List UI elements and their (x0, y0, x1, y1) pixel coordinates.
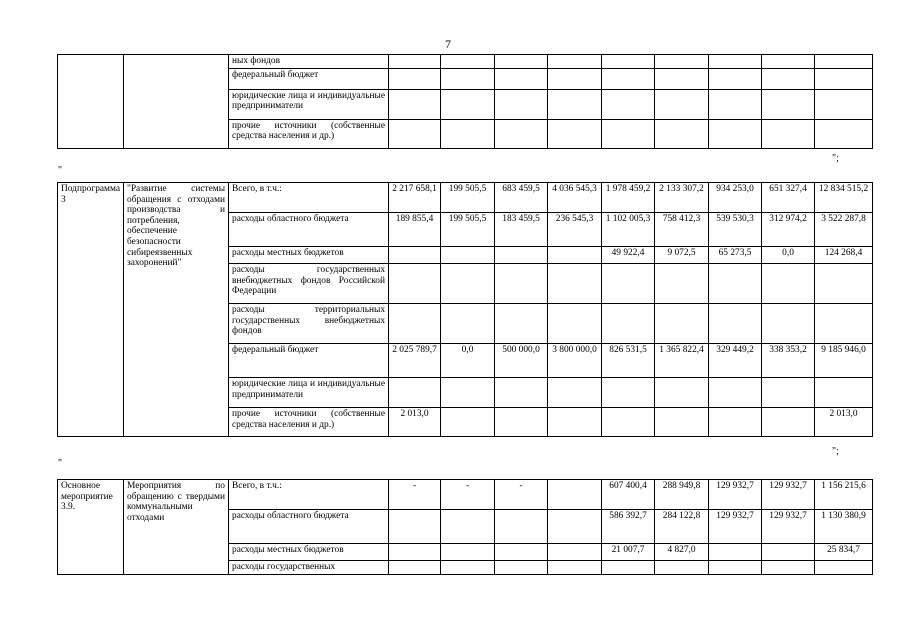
value-cell (389, 378, 441, 408)
funding-source-label: прочие источники (собственные средства населения и др.) (229, 408, 389, 437)
value-cell (709, 304, 762, 344)
funding-source-label: прочие источники (собственные средства населения и др.) (229, 119, 389, 148)
funding-source-label: юридические лица и индивидуальные предприниматели (229, 89, 389, 119)
value-cell: 586 392,7 (602, 510, 655, 544)
value-cell (441, 247, 495, 264)
value-cell (441, 561, 495, 575)
empty-cell (124, 55, 229, 149)
value-cell: 2 133 307,2 (655, 183, 709, 213)
value-cell: 4 827,0 (655, 544, 709, 561)
table-subprogram-3 (57, 182, 873, 437)
funding-source-label: расходы государственных внебюджетных фондов Российской Федерации (229, 264, 389, 304)
value-cell (495, 55, 548, 69)
value-cell: 2 013,0 (389, 408, 441, 437)
value-cell (655, 264, 709, 304)
value-cell (602, 68, 655, 89)
value-cell (548, 480, 602, 510)
value-cell (762, 408, 815, 437)
value-cell: 129 932,7 (762, 510, 815, 544)
value-cell (655, 55, 709, 69)
empty-cell (58, 55, 124, 149)
table-main-activity-3-9 (57, 479, 873, 575)
funding-source-label: юридические лица и индивидуальные предприниматели (229, 378, 389, 408)
program-name: Подпрограмма 3 (58, 183, 124, 437)
value-cell (602, 119, 655, 148)
value-cell (441, 378, 495, 408)
value-cell (815, 119, 873, 148)
value-cell (389, 561, 441, 575)
value-cell: 826 531,5 (602, 344, 655, 378)
value-cell: - (441, 480, 495, 510)
value-cell: 1 102 005,3 (602, 213, 655, 247)
value-cell (441, 510, 495, 544)
value-cell: 539 530,3 (709, 213, 762, 247)
value-cell: 12 834 515,2 (815, 183, 873, 213)
value-cell (548, 68, 602, 89)
value-cell (602, 408, 655, 437)
value-cell (389, 544, 441, 561)
value-cell (602, 89, 655, 119)
funding-source-label: расходы территориальных государственных внебюджетных фондов (229, 304, 389, 344)
value-cell (762, 55, 815, 69)
funding-source-label: расходы государственных (229, 561, 389, 575)
value-cell (389, 119, 441, 148)
value-cell (495, 544, 548, 561)
value-cell (441, 408, 495, 437)
value-cell: 651 327,4 (762, 183, 815, 213)
value-cell (655, 89, 709, 119)
value-cell: 124 268,4 (815, 247, 873, 264)
value-cell: 2 013,0 (815, 408, 873, 437)
value-cell (709, 89, 762, 119)
value-cell (655, 408, 709, 437)
funding-source-label: расходы областного бюджета (229, 213, 389, 247)
funding-source-label: Всего, в т.ч.: (229, 183, 389, 213)
value-cell (441, 89, 495, 119)
value-cell (762, 304, 815, 344)
value-cell (548, 304, 602, 344)
value-cell (709, 378, 762, 408)
value-cell (389, 247, 441, 264)
value-cell (762, 68, 815, 89)
value-cell (441, 544, 495, 561)
value-cell: 0,0 (762, 247, 815, 264)
value-cell (495, 89, 548, 119)
value-cell: 189 855,4 (389, 213, 441, 247)
value-cell (441, 264, 495, 304)
value-cell: 1 365 822,4 (655, 344, 709, 378)
value-cell (548, 264, 602, 304)
value-cell (762, 264, 815, 304)
funding-source-label: федеральный бюджет (229, 344, 389, 378)
value-cell (815, 264, 873, 304)
value-cell: 2 217 658,1 (389, 183, 441, 213)
table-row (58, 480, 873, 510)
value-cell (389, 264, 441, 304)
value-cell: 3 800 000,0 (548, 344, 602, 378)
value-cell (602, 304, 655, 344)
value-cell (495, 264, 548, 304)
opening-quote: " (58, 458, 63, 469)
value-cell (815, 304, 873, 344)
value-cell: 65 273,5 (709, 247, 762, 264)
value-cell (441, 55, 495, 69)
value-cell (548, 510, 602, 544)
value-cell (548, 119, 602, 148)
value-cell: 288 949,8 (655, 480, 709, 510)
value-cell (602, 264, 655, 304)
value-cell (548, 408, 602, 437)
value-cell (709, 119, 762, 148)
value-cell: 25 834,7 (815, 544, 873, 561)
value-cell: 683 459,5 (495, 183, 548, 213)
funding-source-label: ных фондов (229, 55, 389, 69)
value-cell (655, 304, 709, 344)
value-cell: 0,0 (441, 344, 495, 378)
value-cell (389, 89, 441, 119)
value-cell: 284 122,8 (655, 510, 709, 544)
program-title: Мероприятия по обращению с твердыми коммунальными отходами (124, 480, 229, 575)
value-cell: 607 400,4 (602, 480, 655, 510)
value-cell (709, 264, 762, 304)
value-cell: 1 130 380,9 (815, 510, 873, 544)
value-cell (762, 89, 815, 119)
page-number: 7 (445, 37, 451, 51)
value-cell (709, 544, 762, 561)
closing-quote: "; (832, 446, 839, 457)
value-cell (762, 544, 815, 561)
value-cell (495, 304, 548, 344)
value-cell (655, 561, 709, 575)
funding-source-label: расходы местных бюджетов (229, 544, 389, 561)
value-cell: 9 072,5 (655, 247, 709, 264)
value-cell (709, 561, 762, 575)
value-cell (389, 55, 441, 69)
value-cell (548, 561, 602, 575)
table-row (58, 55, 873, 69)
funding-source-label: Всего, в т.ч.: (229, 480, 389, 510)
value-cell: 129 932,7 (709, 510, 762, 544)
program-name: Основное мероприятие 3.9. (58, 480, 124, 575)
value-cell (762, 378, 815, 408)
value-cell: - (389, 480, 441, 510)
value-cell: 4 036 545,3 (548, 183, 602, 213)
value-cell: 129 932,7 (762, 480, 815, 510)
value-cell (548, 247, 602, 264)
table-row (58, 183, 873, 213)
value-cell: - (495, 480, 548, 510)
value-cell: 1 978 459,2 (602, 183, 655, 213)
value-cell (495, 408, 548, 437)
value-cell (389, 510, 441, 544)
value-cell: 312 974,2 (762, 213, 815, 247)
value-cell: 1 156 215,6 (815, 480, 873, 510)
value-cell (389, 68, 441, 89)
closing-quote: "; (832, 153, 839, 164)
funding-source-label: расходы местных бюджетов (229, 247, 389, 264)
value-cell (495, 119, 548, 148)
value-cell (709, 55, 762, 69)
funding-source-label: федеральный бюджет (229, 68, 389, 89)
value-cell (815, 561, 873, 575)
value-cell (548, 89, 602, 119)
value-cell: 2 025 789,7 (389, 344, 441, 378)
table-continuation (57, 54, 873, 149)
value-cell: 3 522 287,8 (815, 213, 873, 247)
value-cell (495, 561, 548, 575)
value-cell: 9 185 946,0 (815, 344, 873, 378)
value-cell: 758 412,3 (655, 213, 709, 247)
value-cell (602, 55, 655, 69)
funding-source-label: расходы областного бюджета (229, 510, 389, 544)
value-cell (495, 510, 548, 544)
value-cell (815, 89, 873, 119)
value-cell (389, 304, 441, 344)
value-cell: 199 505,5 (441, 213, 495, 247)
value-cell (762, 119, 815, 148)
value-cell (495, 247, 548, 264)
value-cell (815, 68, 873, 89)
value-cell (655, 119, 709, 148)
value-cell: 500 000,0 (495, 344, 548, 378)
opening-quote: " (58, 165, 63, 176)
program-title: "Развитие системы обращения с отходами производства и потребления, обеспечение безопасности сибиреязвенных захоронений" (124, 183, 229, 437)
value-cell (602, 561, 655, 575)
value-cell (441, 304, 495, 344)
value-cell (709, 408, 762, 437)
value-cell (441, 68, 495, 89)
value-cell: 338 353,2 (762, 344, 815, 378)
value-cell (815, 55, 873, 69)
value-cell (655, 68, 709, 89)
value-cell (815, 378, 873, 408)
value-cell (762, 561, 815, 575)
value-cell (441, 119, 495, 148)
value-cell: 934 253,0 (709, 183, 762, 213)
value-cell: 49 922,4 (602, 247, 655, 264)
value-cell (548, 544, 602, 561)
value-cell (495, 68, 548, 89)
value-cell (655, 378, 709, 408)
value-cell: 199 505,5 (441, 183, 495, 213)
value-cell (548, 55, 602, 69)
value-cell (602, 378, 655, 408)
value-cell: 183 459,5 (495, 213, 548, 247)
value-cell: 329 449,2 (709, 344, 762, 378)
value-cell: 236 545,3 (548, 213, 602, 247)
value-cell: 129 932,7 (709, 480, 762, 510)
value-cell: 21 007,7 (602, 544, 655, 561)
value-cell (495, 378, 548, 408)
value-cell (709, 68, 762, 89)
value-cell (548, 378, 602, 408)
